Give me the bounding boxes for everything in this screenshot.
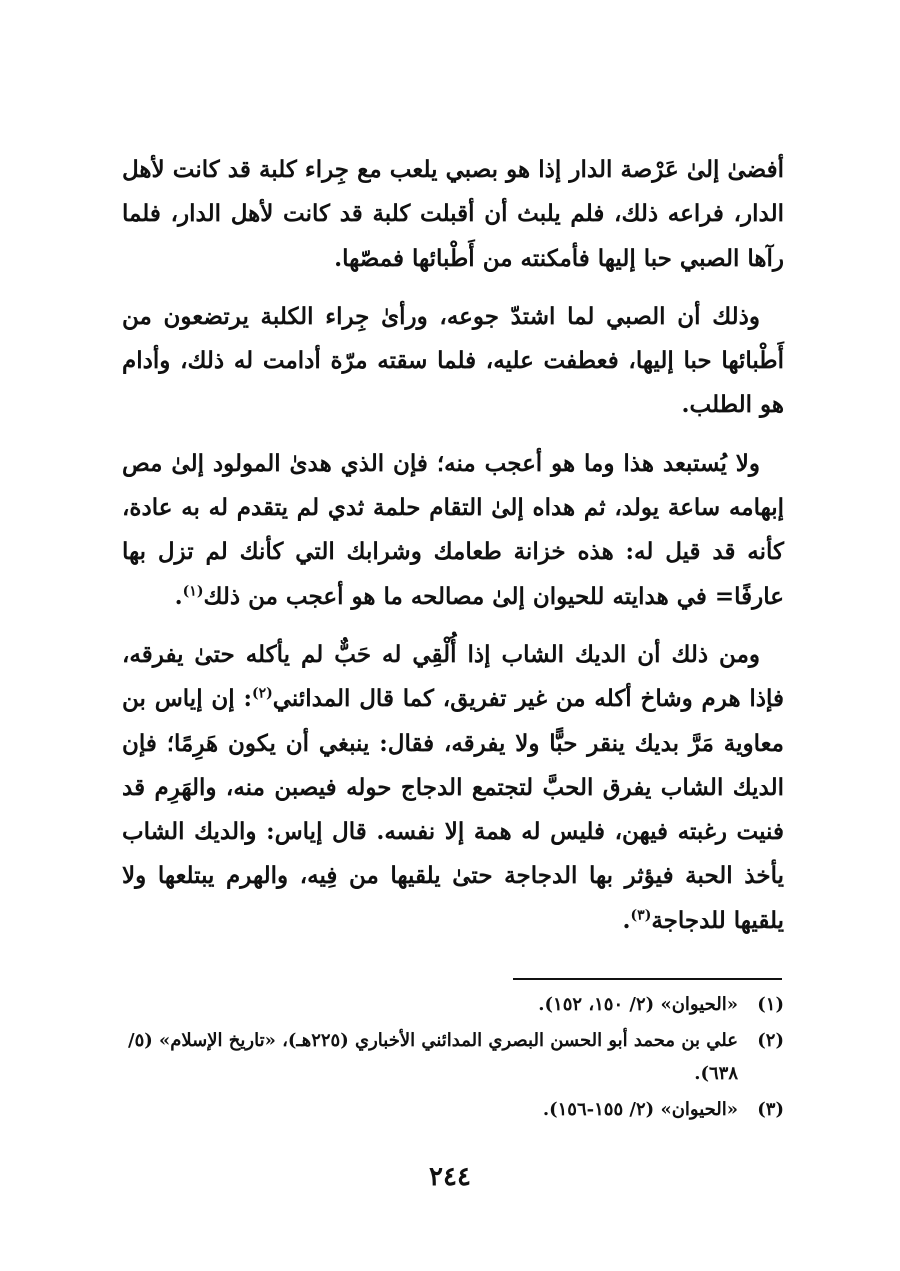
paragraph-4-end: .	[622, 906, 631, 934]
footnote-item	[122, 988, 784, 1021]
footnote-text: «الحيوان» (٢/ ١٥٠، ١٥٢).	[538, 994, 738, 1015]
paragraph-2-text: وذلك أن الصبي لما اشتدّ جوعه، ورأىٰ جِراء الكلبة يرتضعون من أَطْبائها حبا إليها، فعطفت عليه، فلما سقته مرّة أدامت له ذلك، وأدام هو الطلب.	[122, 302, 784, 419]
footnotes	[122, 988, 784, 1129]
footnote-ref-1[interactable]: (١)	[182, 583, 204, 600]
footnote-text: «الحيوان» (٢/ ١٥٥-١٥٦).	[542, 1099, 738, 1120]
paragraph-1	[122, 148, 784, 281]
footnote-separator	[513, 978, 782, 980]
footnote-text: علي بن محمد أبو الحسن البصري المدائني الأخباري (٢٢٥هـ)، «تاريخ الإسلام» (٥/ ٦٣٨).	[127, 1030, 738, 1084]
footnote-item	[122, 1093, 784, 1126]
footnote-item	[122, 1024, 784, 1090]
footnote-ref-3[interactable]: (٣)	[630, 907, 652, 924]
paragraph-4-text-a: ومن ذلك أن الديك الشاب إذا أُلْقِي له حَبٌّ لم يأكله حتىٰ يفرقه، فإذا هرم وشاخ أكله من غير تفريق، كما قال المدائني	[122, 640, 785, 713]
paragraph-4	[122, 633, 784, 943]
paragraph-2	[122, 295, 784, 428]
paragraph-3	[122, 442, 784, 619]
page-number: ٢٤٤	[429, 1162, 471, 1192]
main-text	[122, 148, 784, 957]
paragraph-4-text-b: : إن إياس بن معاوية مَرَّ بديك ينقر حبًّا ولا يفرقه، فقال: ينبغي أن يكون هَرِمًا؛ فإن الديك الشاب يفرق الحبَّ لتجتمع الدجاج حوله فيصبن منه، والهَرِم قد فنيت رغبته فيهن، فليس له همة إلا نفسه. قال إياس: والديك الشاب يأخذ الحبة فيؤثر بها الدجاجة حتىٰ يلقيها من فِيه، والهرم يبتلعها ولا يلقيها للدجاجة	[122, 685, 784, 934]
footnote-number: (١)	[757, 994, 784, 1015]
footnote-ref-2[interactable]: (٢)	[251, 685, 273, 702]
paragraph-1-text: أفضىٰ إلىٰ عَرْصة الدار إذا هو بصبي يلعب مع جِراء كلبة قد كانت لأهل الدار، فراعه ذلك، فلم يلبث أن أقبلت كلبة قد كانت لأهل الدار، فلما رآها الصبي حبا إليها فأمكنته من أَطْبائها فمصّها.	[122, 156, 784, 272]
paragraph-3-end: .	[174, 582, 183, 610]
paragraph-3-text: ولا يُستبعد هذا وما هو أعجب منه؛ فإن الذي هدىٰ المولود إلىٰ مص إبهامه ساعة يولد، ثم هداه إلىٰ التقام حلمة ثدي لم يتقدم له به عادة، كأنه قد قيل له: هذه خزانة طعامك وشرابك التي كأنك لم تزل بها عارفًا= في هدايته للحيوان إلىٰ مصالحه ما هو أعجب من ذلك	[122, 449, 784, 610]
footnote-number: (٢)	[757, 1030, 784, 1051]
footnote-number: (٣)	[757, 1099, 784, 1120]
